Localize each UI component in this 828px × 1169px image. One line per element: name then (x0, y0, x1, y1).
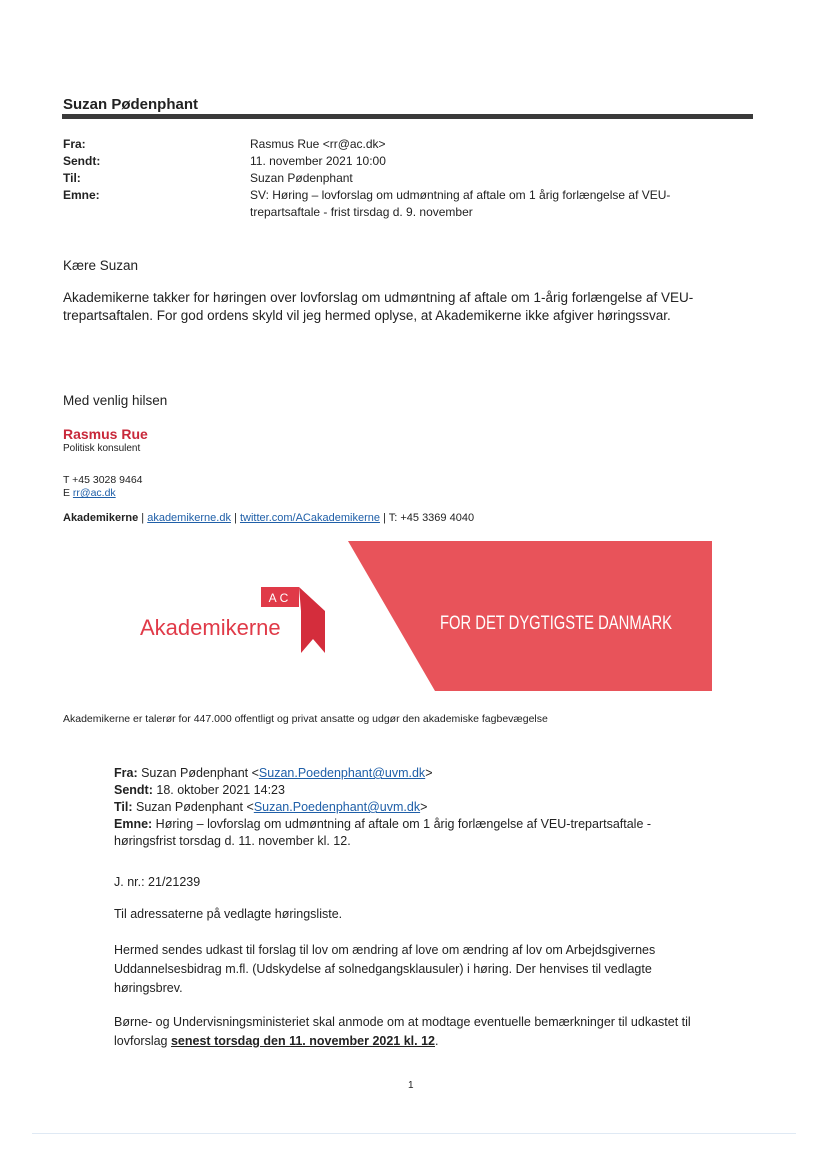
sent-label: Sendt: (63, 154, 101, 168)
fw-from-label: Fra: (114, 766, 138, 780)
fw-sent-line (114, 782, 714, 799)
bottom-divider (32, 1133, 796, 1134)
org-tagline: Akademikerne er talerør for 447.000 offentligt og privat ansatte og udgør den akademiske fagbevægelse (63, 713, 548, 725)
signature-banner (130, 541, 712, 691)
fw-para2-end: . (435, 1034, 439, 1048)
signature-name: Rasmus Rue (63, 426, 148, 442)
fw-subject-line (114, 816, 704, 850)
fw-to-end: > (420, 800, 428, 814)
fw-from-end: > (425, 766, 433, 780)
closing: Med venlig hilsen (63, 393, 168, 408)
org-phone: | T: +45 3369 4040 (379, 512, 475, 524)
fw-from-line (114, 765, 714, 782)
from-value: Rasmus Rue <rr@ac.dk> (250, 137, 386, 151)
fw-subject-value: Høring – lovforslag om udmøntning af aftale om 1 årig forlængelse af VEU-trepartsaftale - høringsfrist torsdag d. 11. november kl. 12. (114, 817, 652, 848)
fw-jnr: J. nr.: 21/21239 (114, 875, 201, 889)
fw-to-label: Til: (114, 800, 133, 814)
signature-title: Politisk konsulent (63, 443, 141, 454)
from-label: Fra: (63, 137, 86, 151)
signature-phone: T +45 3028 9464 (63, 474, 143, 486)
fw-deadline: senest torsdag den 11. november 2021 kl. 12 (170, 1034, 435, 1048)
subject-label: Emne: (63, 188, 100, 202)
twitter-link[interactable]: twitter.com/ACakademikerne (239, 512, 380, 524)
header-divider (62, 114, 753, 119)
website-link[interactable]: akademikerne.dk (147, 512, 231, 524)
fw-to-email-link[interactable]: Suzan.Poedenphant@uvm.dk (253, 800, 421, 814)
fw-from-name: Suzan Pødenphant < (137, 766, 259, 780)
fw-addressees: Til adressaterne på vedlagte høringsliste. (114, 907, 343, 921)
to-value: Suzan Pødenphant (250, 171, 353, 185)
logo-badge-text: AC (268, 591, 292, 605)
greeting: Kære Suzan (63, 258, 139, 273)
signature-org-line (63, 512, 474, 524)
sent-value: 11. november 2021 10:00 (250, 154, 386, 168)
fw-sent-label: Sendt: (114, 783, 153, 797)
email-prefix: E (63, 487, 73, 499)
logo-wordmark: Akademikerne (140, 615, 281, 640)
sender-name: Suzan Pødenphant (63, 96, 198, 113)
email-link[interactable]: rr@ac.dk (72, 487, 116, 499)
fw-sent-value: 18. oktober 2021 14:23 (152, 783, 285, 797)
fw-paragraph-1: Hermed sendes udkast til forslag til lov om ændring af love om ændring af lov om Arbejdsgivernes Uddannelsesbidrag m.fl. (Udskydelse af solnedgangsklausuler) i høring. Der henvises til vedlagte høringsbrev. (114, 943, 656, 995)
subject-value: SV: Høring – lovforslag om udmøntning af aftale om 1 årig forlængelse af VEU-trepartsaftale - frist tirsdag d. 9. november (250, 188, 671, 219)
fw-to-line (114, 799, 714, 816)
signature-email-line (63, 487, 116, 499)
to-label: Til: (63, 171, 81, 185)
banner-slogan: FOR DET DYGTIGSTE DANMARK (440, 613, 673, 634)
org-name: Akademikerne (63, 512, 139, 524)
fw-subject-label: Emne: (114, 817, 153, 831)
reply-paragraph: Akademikerne takker for høringen over lovforslag om udmøntning af aftale om 1-årig forlængelse af VEU-trepartsaftalen. For god ordens skyld vil jeg hermed oplyse, at Akademikerne ikke afgiver høringssvar. (63, 290, 694, 323)
separator: | (230, 512, 240, 524)
fw-paragraph-2 (114, 1013, 694, 1051)
fw-from-email-link[interactable]: Suzan.Poedenphant@uvm.dk (258, 766, 426, 780)
fw-to-name: Suzan Pødenphant < (132, 800, 254, 814)
banner-graphic (130, 541, 712, 691)
page-number: 1 (408, 1080, 414, 1091)
fw-para2-start: Børne- og Undervisningsministeriet skal anmode om at modtage eventuelle bemærkninger til udkastet til lovforslag (114, 1015, 691, 1048)
separator: | (138, 512, 148, 524)
